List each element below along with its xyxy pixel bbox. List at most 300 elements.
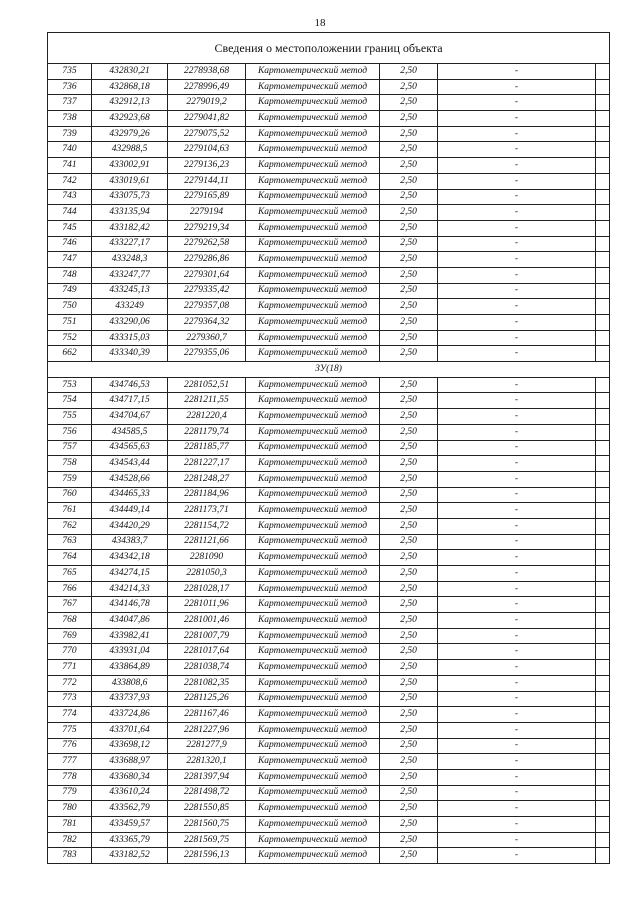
table-row bbox=[48, 817, 610, 833]
method-cell: Картометрический метод bbox=[246, 691, 380, 707]
y-coordinate-cell: 2281038,74 bbox=[168, 660, 246, 676]
table-row bbox=[48, 252, 610, 268]
point-number-cell: 751 bbox=[48, 315, 92, 331]
empty-cell bbox=[596, 393, 610, 409]
description-cell: - bbox=[438, 518, 596, 534]
y-coordinate-cell: 2279360,7 bbox=[168, 330, 246, 346]
empty-cell bbox=[596, 158, 610, 174]
y-coordinate-cell: 2281011,96 bbox=[168, 597, 246, 613]
y-coordinate-cell: 2281569,75 bbox=[168, 832, 246, 848]
y-coordinate-cell: 2281121,66 bbox=[168, 534, 246, 550]
point-number-cell: 776 bbox=[48, 738, 92, 754]
y-coordinate-cell: 2281184,96 bbox=[168, 487, 246, 503]
empty-cell bbox=[596, 299, 610, 315]
y-coordinate-cell: 2281001,46 bbox=[168, 613, 246, 629]
table-row bbox=[48, 769, 610, 785]
empty-cell bbox=[596, 95, 610, 111]
empty-cell bbox=[596, 503, 610, 519]
empty-cell bbox=[596, 832, 610, 848]
description-cell: - bbox=[438, 613, 596, 629]
description-cell: - bbox=[438, 283, 596, 299]
accuracy-cell: 2,50 bbox=[380, 456, 438, 472]
x-coordinate-cell: 432830,21 bbox=[92, 64, 168, 80]
description-cell: - bbox=[438, 424, 596, 440]
table-row bbox=[48, 299, 610, 315]
method-cell: Картометрический метод bbox=[246, 801, 380, 817]
x-coordinate-cell: 434465,33 bbox=[92, 487, 168, 503]
y-coordinate-cell: 2279357,08 bbox=[168, 299, 246, 315]
description-cell: - bbox=[438, 628, 596, 644]
y-coordinate-cell: 2279041,82 bbox=[168, 111, 246, 127]
accuracy-cell: 2,50 bbox=[380, 707, 438, 723]
accuracy-cell: 2,50 bbox=[380, 817, 438, 833]
empty-cell bbox=[596, 409, 610, 425]
description-cell: - bbox=[438, 597, 596, 613]
empty-cell bbox=[596, 581, 610, 597]
accuracy-cell: 2,50 bbox=[380, 691, 438, 707]
table-title: Сведения о местоположении границ объекта bbox=[48, 33, 610, 64]
x-coordinate-cell: 434047,86 bbox=[92, 613, 168, 629]
empty-cell bbox=[596, 534, 610, 550]
table-row bbox=[48, 566, 610, 582]
description-cell: - bbox=[438, 754, 596, 770]
empty-cell bbox=[596, 722, 610, 738]
point-number-cell: 759 bbox=[48, 471, 92, 487]
point-number-cell: 769 bbox=[48, 628, 92, 644]
method-cell: Картометрический метод bbox=[246, 471, 380, 487]
y-coordinate-cell: 2279194 bbox=[168, 205, 246, 221]
empty-cell bbox=[596, 644, 610, 660]
empty-cell bbox=[596, 173, 610, 189]
method-cell: Картометрический метод bbox=[246, 283, 380, 299]
table-row bbox=[48, 330, 610, 346]
description-cell: - bbox=[438, 158, 596, 174]
point-number-cell: 747 bbox=[48, 252, 92, 268]
description-cell: - bbox=[438, 111, 596, 127]
accuracy-cell: 2,50 bbox=[380, 722, 438, 738]
y-coordinate-cell: 2281227,17 bbox=[168, 456, 246, 472]
point-number-cell: 765 bbox=[48, 566, 92, 582]
table-row bbox=[48, 503, 610, 519]
point-number-cell: 748 bbox=[48, 267, 92, 283]
x-coordinate-cell: 434565,63 bbox=[92, 440, 168, 456]
x-coordinate-cell: 432979,26 bbox=[92, 126, 168, 142]
empty-cell bbox=[596, 111, 610, 127]
accuracy-cell: 2,50 bbox=[380, 158, 438, 174]
description-cell: - bbox=[438, 393, 596, 409]
x-coordinate-cell: 433245,13 bbox=[92, 283, 168, 299]
x-coordinate-cell: 433290,06 bbox=[92, 315, 168, 331]
table-row bbox=[48, 487, 610, 503]
description-cell: - bbox=[438, 79, 596, 95]
y-coordinate-cell: 2281596,13 bbox=[168, 848, 246, 864]
method-cell: Картометрический метод bbox=[246, 675, 380, 691]
y-coordinate-cell: 2281090 bbox=[168, 550, 246, 566]
point-number-cell: 740 bbox=[48, 142, 92, 158]
point-number-cell: 742 bbox=[48, 173, 92, 189]
description-cell: - bbox=[438, 644, 596, 660]
point-number-cell: 772 bbox=[48, 675, 92, 691]
table-title-row bbox=[48, 33, 610, 64]
description-cell: - bbox=[438, 142, 596, 158]
accuracy-cell: 2,50 bbox=[380, 236, 438, 252]
accuracy-cell: 2,50 bbox=[380, 142, 438, 158]
y-coordinate-cell: 2279019,2 bbox=[168, 95, 246, 111]
point-number-cell: 754 bbox=[48, 393, 92, 409]
method-cell: Картометрический метод bbox=[246, 722, 380, 738]
table-row bbox=[48, 440, 610, 456]
empty-cell bbox=[596, 566, 610, 582]
y-coordinate-cell: 2281179,74 bbox=[168, 424, 246, 440]
method-cell: Картометрический метод bbox=[246, 173, 380, 189]
method-cell: Картометрический метод bbox=[246, 330, 380, 346]
accuracy-cell: 2,50 bbox=[380, 393, 438, 409]
description-cell: - bbox=[438, 738, 596, 754]
point-number-cell: 750 bbox=[48, 299, 92, 315]
method-cell: Картометрический метод bbox=[246, 126, 380, 142]
description-cell: - bbox=[438, 581, 596, 597]
y-coordinate-cell: 2279144,11 bbox=[168, 173, 246, 189]
method-cell: Картометрический метод bbox=[246, 785, 380, 801]
x-coordinate-cell: 433562,79 bbox=[92, 801, 168, 817]
point-number-cell: 737 bbox=[48, 95, 92, 111]
table-row bbox=[48, 315, 610, 331]
accuracy-cell: 2,50 bbox=[380, 283, 438, 299]
method-cell: Картометрический метод bbox=[246, 832, 380, 848]
description-cell: - bbox=[438, 707, 596, 723]
table-row bbox=[48, 660, 610, 676]
table-row bbox=[48, 79, 610, 95]
accuracy-cell: 2,50 bbox=[380, 487, 438, 503]
x-coordinate-cell: 434543,44 bbox=[92, 456, 168, 472]
method-cell: Картометрический метод bbox=[246, 424, 380, 440]
description-cell: - bbox=[438, 95, 596, 111]
point-number-cell: 662 bbox=[48, 346, 92, 362]
x-coordinate-cell: 434214,33 bbox=[92, 581, 168, 597]
accuracy-cell: 2,50 bbox=[380, 424, 438, 440]
y-coordinate-cell: 2281550,85 bbox=[168, 801, 246, 817]
section-row bbox=[48, 362, 610, 378]
description-cell: - bbox=[438, 801, 596, 817]
point-number-cell: 782 bbox=[48, 832, 92, 848]
x-coordinate-cell: 434528,66 bbox=[92, 471, 168, 487]
empty-cell bbox=[596, 487, 610, 503]
accuracy-cell: 2,50 bbox=[380, 79, 438, 95]
empty-cell bbox=[596, 79, 610, 95]
accuracy-cell: 2,50 bbox=[380, 754, 438, 770]
accuracy-cell: 2,50 bbox=[380, 613, 438, 629]
description-cell: - bbox=[438, 848, 596, 864]
x-coordinate-cell: 433698,12 bbox=[92, 738, 168, 754]
accuracy-cell: 2,50 bbox=[380, 220, 438, 236]
y-coordinate-cell: 2281173,71 bbox=[168, 503, 246, 519]
accuracy-cell: 2,50 bbox=[380, 267, 438, 283]
empty-cell bbox=[596, 64, 610, 80]
empty-cell bbox=[596, 801, 610, 817]
point-number-cell: 745 bbox=[48, 220, 92, 236]
y-coordinate-cell: 2281125,26 bbox=[168, 691, 246, 707]
y-coordinate-cell: 2281560,75 bbox=[168, 817, 246, 833]
empty-cell bbox=[596, 456, 610, 472]
table-row bbox=[48, 613, 610, 629]
empty-cell bbox=[596, 236, 610, 252]
accuracy-cell: 2,50 bbox=[380, 785, 438, 801]
table-row bbox=[48, 848, 610, 864]
y-coordinate-cell: 2281052,51 bbox=[168, 377, 246, 393]
y-coordinate-cell: 2278938,68 bbox=[168, 64, 246, 80]
description-cell: - bbox=[438, 346, 596, 362]
method-cell: Картометрический метод bbox=[246, 346, 380, 362]
x-coordinate-cell: 433019,61 bbox=[92, 173, 168, 189]
x-coordinate-cell: 434146,78 bbox=[92, 597, 168, 613]
accuracy-cell: 2,50 bbox=[380, 64, 438, 80]
x-coordinate-cell: 434585,5 bbox=[92, 424, 168, 440]
y-coordinate-cell: 2279075,52 bbox=[168, 126, 246, 142]
description-cell: - bbox=[438, 785, 596, 801]
x-coordinate-cell: 434420,29 bbox=[92, 518, 168, 534]
empty-cell bbox=[596, 330, 610, 346]
table-row bbox=[48, 534, 610, 550]
point-number-cell: 781 bbox=[48, 817, 92, 833]
method-cell: Картометрический метод bbox=[246, 848, 380, 864]
description-cell: - bbox=[438, 769, 596, 785]
x-coordinate-cell: 433249 bbox=[92, 299, 168, 315]
description-cell: - bbox=[438, 471, 596, 487]
empty-cell bbox=[596, 597, 610, 613]
y-coordinate-cell: 2281028,17 bbox=[168, 581, 246, 597]
point-number-cell: 778 bbox=[48, 769, 92, 785]
description-cell: - bbox=[438, 205, 596, 221]
x-coordinate-cell: 434746,53 bbox=[92, 377, 168, 393]
table-row bbox=[48, 785, 610, 801]
empty-cell bbox=[596, 346, 610, 362]
x-coordinate-cell: 433227,17 bbox=[92, 236, 168, 252]
method-cell: Картометрический метод bbox=[246, 440, 380, 456]
x-coordinate-cell: 432988,5 bbox=[92, 142, 168, 158]
accuracy-cell: 2,50 bbox=[380, 377, 438, 393]
x-coordinate-cell: 433315,03 bbox=[92, 330, 168, 346]
accuracy-cell: 2,50 bbox=[380, 597, 438, 613]
y-coordinate-cell: 2279286,86 bbox=[168, 252, 246, 268]
table-row bbox=[48, 471, 610, 487]
point-number-cell: 779 bbox=[48, 785, 92, 801]
point-number-cell: 741 bbox=[48, 158, 92, 174]
y-coordinate-cell: 2281397,94 bbox=[168, 769, 246, 785]
y-coordinate-cell: 2278996,49 bbox=[168, 79, 246, 95]
x-coordinate-cell: 433248,3 bbox=[92, 252, 168, 268]
y-coordinate-cell: 2279219,34 bbox=[168, 220, 246, 236]
empty-cell bbox=[596, 613, 610, 629]
accuracy-cell: 2,50 bbox=[380, 409, 438, 425]
empty-cell bbox=[596, 707, 610, 723]
x-coordinate-cell: 432912,13 bbox=[92, 95, 168, 111]
boundary-coordinates-table bbox=[47, 32, 610, 864]
table-row bbox=[48, 644, 610, 660]
accuracy-cell: 2,50 bbox=[380, 566, 438, 582]
table-row bbox=[48, 597, 610, 613]
accuracy-cell: 2,50 bbox=[380, 628, 438, 644]
y-coordinate-cell: 2279355,06 bbox=[168, 346, 246, 362]
description-cell: - bbox=[438, 534, 596, 550]
point-number-cell: 773 bbox=[48, 691, 92, 707]
empty-cell bbox=[596, 267, 610, 283]
empty-cell bbox=[596, 377, 610, 393]
method-cell: Картометрический метод bbox=[246, 503, 380, 519]
y-coordinate-cell: 2279104,63 bbox=[168, 142, 246, 158]
x-coordinate-cell: 434274,15 bbox=[92, 566, 168, 582]
description-cell: - bbox=[438, 503, 596, 519]
method-cell: Картометрический метод bbox=[246, 456, 380, 472]
x-coordinate-cell: 433182,42 bbox=[92, 220, 168, 236]
y-coordinate-cell: 2281498,72 bbox=[168, 785, 246, 801]
accuracy-cell: 2,50 bbox=[380, 126, 438, 142]
table-row bbox=[48, 142, 610, 158]
x-coordinate-cell: 433182,52 bbox=[92, 848, 168, 864]
y-coordinate-cell: 2281017,64 bbox=[168, 644, 246, 660]
y-coordinate-cell: 2281248,27 bbox=[168, 471, 246, 487]
description-cell: - bbox=[438, 126, 596, 142]
method-cell: Картометрический метод bbox=[246, 644, 380, 660]
table-row bbox=[48, 158, 610, 174]
empty-cell bbox=[596, 220, 610, 236]
description-cell: - bbox=[438, 456, 596, 472]
x-coordinate-cell: 433808,6 bbox=[92, 675, 168, 691]
table-row bbox=[48, 691, 610, 707]
description-cell: - bbox=[438, 377, 596, 393]
accuracy-cell: 2,50 bbox=[380, 95, 438, 111]
point-number-cell: 758 bbox=[48, 456, 92, 472]
method-cell: Картометрический метод bbox=[246, 393, 380, 409]
y-coordinate-cell: 2281211,55 bbox=[168, 393, 246, 409]
point-number-cell: 780 bbox=[48, 801, 92, 817]
table-row bbox=[48, 393, 610, 409]
method-cell: Картометрический метод bbox=[246, 111, 380, 127]
description-cell: - bbox=[438, 660, 596, 676]
point-number-cell: 757 bbox=[48, 440, 92, 456]
x-coordinate-cell: 433247,77 bbox=[92, 267, 168, 283]
accuracy-cell: 2,50 bbox=[380, 644, 438, 660]
description-cell: - bbox=[438, 566, 596, 582]
x-coordinate-cell: 433002,91 bbox=[92, 158, 168, 174]
table-row bbox=[48, 628, 610, 644]
description-cell: - bbox=[438, 267, 596, 283]
y-coordinate-cell: 2281007,79 bbox=[168, 628, 246, 644]
empty-cell bbox=[596, 769, 610, 785]
accuracy-cell: 2,50 bbox=[380, 189, 438, 205]
empty-cell bbox=[596, 738, 610, 754]
empty-cell bbox=[596, 518, 610, 534]
method-cell: Картометрический метод bbox=[246, 597, 380, 613]
y-coordinate-cell: 2279262,58 bbox=[168, 236, 246, 252]
x-coordinate-cell: 433864,89 bbox=[92, 660, 168, 676]
point-number-cell: 753 bbox=[48, 377, 92, 393]
point-number-cell: 768 bbox=[48, 613, 92, 629]
table-row bbox=[48, 95, 610, 111]
x-coordinate-cell: 434704,67 bbox=[92, 409, 168, 425]
accuracy-cell: 2,50 bbox=[380, 111, 438, 127]
table-row bbox=[48, 754, 610, 770]
empty-cell bbox=[596, 660, 610, 676]
x-coordinate-cell: 433737,93 bbox=[92, 691, 168, 707]
section-label: ЗУ(18) bbox=[48, 362, 610, 378]
x-coordinate-cell: 434449,14 bbox=[92, 503, 168, 519]
accuracy-cell: 2,50 bbox=[380, 205, 438, 221]
description-cell: - bbox=[438, 236, 596, 252]
point-number-cell: 764 bbox=[48, 550, 92, 566]
accuracy-cell: 2,50 bbox=[380, 315, 438, 331]
x-coordinate-cell: 432868,18 bbox=[92, 79, 168, 95]
table-row bbox=[48, 550, 610, 566]
table-row bbox=[48, 722, 610, 738]
x-coordinate-cell: 433075,73 bbox=[92, 189, 168, 205]
x-coordinate-cell: 433610,24 bbox=[92, 785, 168, 801]
table-row bbox=[48, 377, 610, 393]
table-row bbox=[48, 738, 610, 754]
x-coordinate-cell: 433135,94 bbox=[92, 205, 168, 221]
point-number-cell: 760 bbox=[48, 487, 92, 503]
y-coordinate-cell: 2281050,3 bbox=[168, 566, 246, 582]
x-coordinate-cell: 432923,68 bbox=[92, 111, 168, 127]
empty-cell bbox=[596, 205, 610, 221]
accuracy-cell: 2,50 bbox=[380, 581, 438, 597]
accuracy-cell: 2,50 bbox=[380, 801, 438, 817]
x-coordinate-cell: 433459,57 bbox=[92, 817, 168, 833]
point-number-cell: 738 bbox=[48, 111, 92, 127]
point-number-cell: 777 bbox=[48, 754, 92, 770]
point-number-cell: 752 bbox=[48, 330, 92, 346]
y-coordinate-cell: 2279335,42 bbox=[168, 283, 246, 299]
table-row bbox=[48, 409, 610, 425]
x-coordinate-cell: 433688,97 bbox=[92, 754, 168, 770]
point-number-cell: 775 bbox=[48, 722, 92, 738]
method-cell: Картометрический метод bbox=[246, 95, 380, 111]
table-row bbox=[48, 707, 610, 723]
y-coordinate-cell: 2281220,4 bbox=[168, 409, 246, 425]
description-cell: - bbox=[438, 440, 596, 456]
table-row bbox=[48, 424, 610, 440]
accuracy-cell: 2,50 bbox=[380, 299, 438, 315]
accuracy-cell: 2,50 bbox=[380, 660, 438, 676]
point-number-cell: 771 bbox=[48, 660, 92, 676]
table-row bbox=[48, 189, 610, 205]
description-cell: - bbox=[438, 409, 596, 425]
accuracy-cell: 2,50 bbox=[380, 330, 438, 346]
method-cell: Картометрический метод bbox=[246, 518, 380, 534]
description-cell: - bbox=[438, 173, 596, 189]
table-row bbox=[48, 675, 610, 691]
description-cell: - bbox=[438, 220, 596, 236]
empty-cell bbox=[596, 691, 610, 707]
accuracy-cell: 2,50 bbox=[380, 534, 438, 550]
empty-cell bbox=[596, 252, 610, 268]
point-number-cell: 770 bbox=[48, 644, 92, 660]
accuracy-cell: 2,50 bbox=[380, 675, 438, 691]
accuracy-cell: 2,50 bbox=[380, 346, 438, 362]
x-coordinate-cell: 433701,64 bbox=[92, 722, 168, 738]
description-cell: - bbox=[438, 722, 596, 738]
x-coordinate-cell: 434342,18 bbox=[92, 550, 168, 566]
y-coordinate-cell: 2281167,46 bbox=[168, 707, 246, 723]
method-cell: Картометрический метод bbox=[246, 581, 380, 597]
table-row bbox=[48, 801, 610, 817]
empty-cell bbox=[596, 471, 610, 487]
point-number-cell: 735 bbox=[48, 64, 92, 80]
method-cell: Картометрический метод bbox=[246, 550, 380, 566]
point-number-cell: 766 bbox=[48, 581, 92, 597]
empty-cell bbox=[596, 189, 610, 205]
description-cell: - bbox=[438, 299, 596, 315]
method-cell: Картометрический метод bbox=[246, 628, 380, 644]
